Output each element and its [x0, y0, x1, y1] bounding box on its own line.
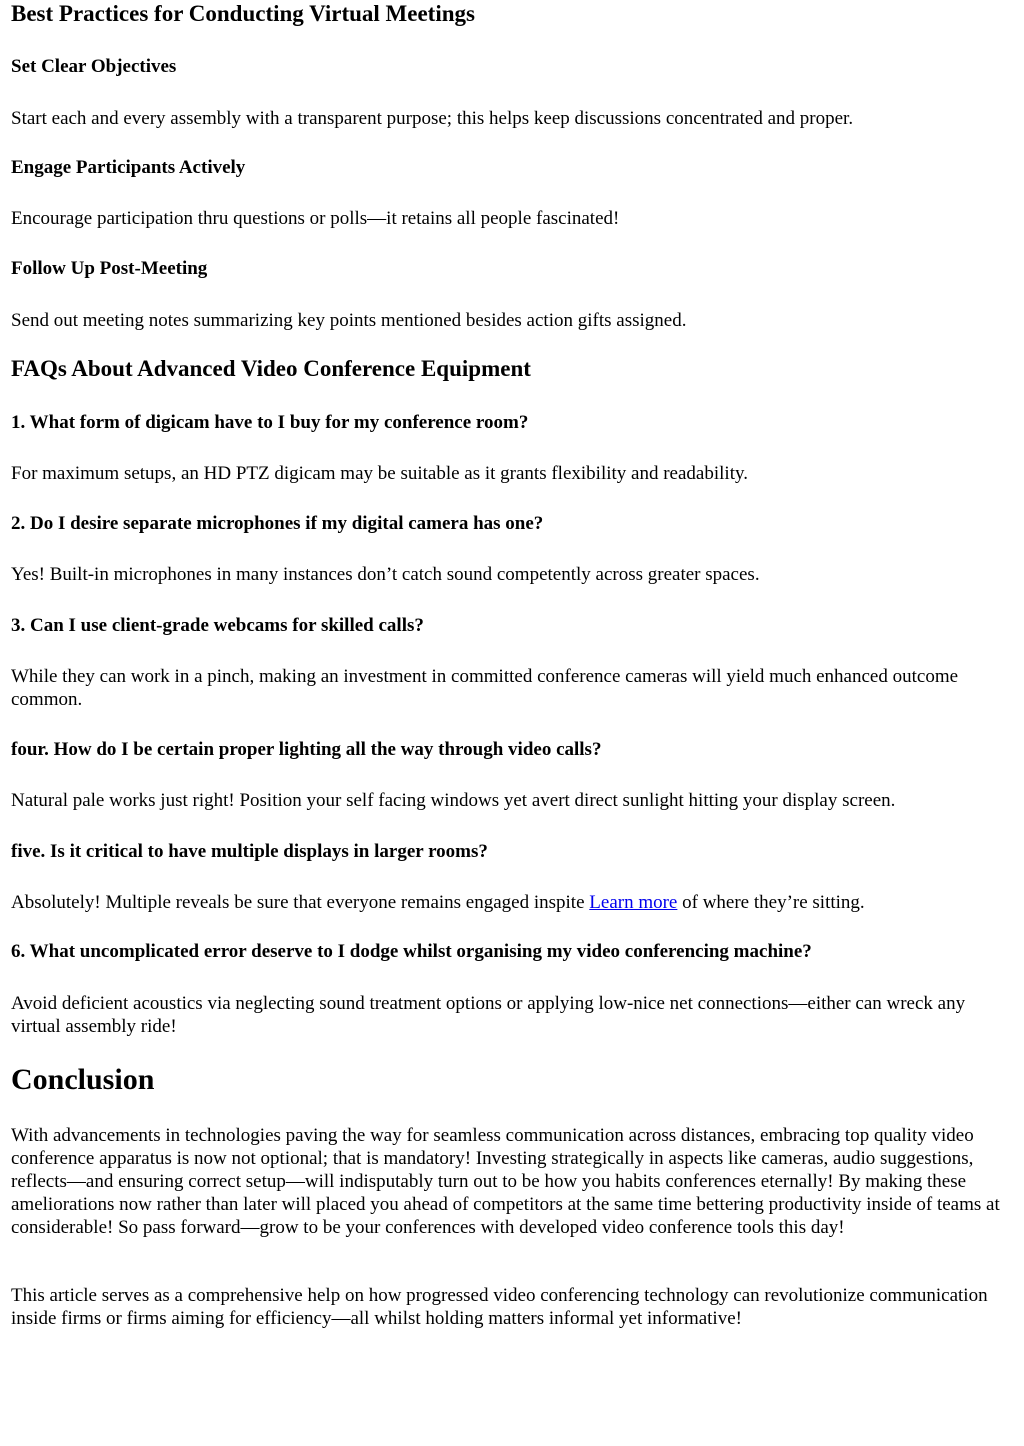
- faq-question-4: four. How do I be certain proper lighting all the way through video calls?: [11, 739, 602, 760]
- follow-up-text: Send out meeting notes summarizing key points mentioned besides action gifts assigned.: [11, 310, 687, 331]
- faq-answer-3: While they can work in a pinch, making an investment in committed conference cameras will yield much enhanced outcome common.: [11, 666, 959, 710]
- faq-question-6: 6. What uncomplicated error deserve to I dodge whilst organising my video conferencing machine?: [11, 941, 812, 962]
- faq-question-5: five. Is it critical to have multiple displays in larger rooms?: [11, 841, 488, 862]
- conclusion-heading: Conclusion: [11, 1063, 155, 1096]
- learn-more-link[interactable]: Learn more: [589, 892, 678, 913]
- faq-answer-6: Avoid deficient acoustics via neglecting sound treatment options or applying low-nice net connections—either can wreck any virtual assembly ride!: [11, 993, 966, 1037]
- engage-text: Encourage participation thru questions or polls—it retains all people fascinated!: [11, 208, 620, 229]
- faqs-heading: FAQs About Advanced Video Conference Equipment: [11, 356, 531, 381]
- faq-answer-5: [11, 891, 865, 914]
- objectives-heading: Set Clear Objectives: [11, 56, 177, 77]
- faq-answer-2: Yes! Built-in microphones in many instances don’t catch sound competently across greater spaces.: [11, 564, 760, 585]
- best-practices-heading: Best Practices for Conducting Virtual Meetings: [11, 1, 475, 26]
- faq-answer-5-after: of where they’re sitting.: [677, 892, 865, 913]
- faq-question-2: 2. Do I desire separate microphones if my digital camera has one?: [11, 513, 544, 534]
- faq-answer-4: Natural pale works just right! Position your self facing windows yet avert direct sunlight hitting your display screen.: [11, 790, 896, 811]
- conclusion-paragraph-1: With advancements in technologies paving the way for seamless communication across distances, embracing top quality video conference apparatus is now not optional; that is mandatory! Investing strategically in aspects like cameras, audio suggestions, reflects—and ensuring correct setup—will indisputably turn out to be how you habits conferences eternally! By making these ameliorations now rather than later will placed you ahead of competitors at the same time bettering productivity inside of teams at considerable! So pass forward—grow to be your conferences with developed video conference tools this day!: [11, 1125, 1000, 1238]
- faq-question-3: 3. Can I use client-grade webcams for skilled calls?: [11, 615, 424, 636]
- conclusion-paragraph-2: This article serves as a comprehensive help on how progressed video conferencing technology can revolutionize communication inside firms or firms aiming for efficiency—all whilst holding matters informal yet informative!: [11, 1285, 988, 1329]
- faq-answer-1: For maximum setups, an HD PTZ digicam may be suitable as it grants flexibility and readability.: [11, 463, 748, 484]
- engage-heading: Engage Participants Actively: [11, 157, 246, 178]
- faq-answer-5-before: Absolutely! Multiple reveals be sure that everyone remains engaged inspite: [11, 892, 590, 913]
- faq-question-1: 1. What form of digicam have to I buy for my conference room?: [11, 412, 529, 433]
- follow-up-heading: Follow Up Post-Meeting: [11, 258, 208, 279]
- objectives-text: Start each and every assembly with a transparent purpose; this helps keep discussions concentrated and proper.: [11, 108, 854, 129]
